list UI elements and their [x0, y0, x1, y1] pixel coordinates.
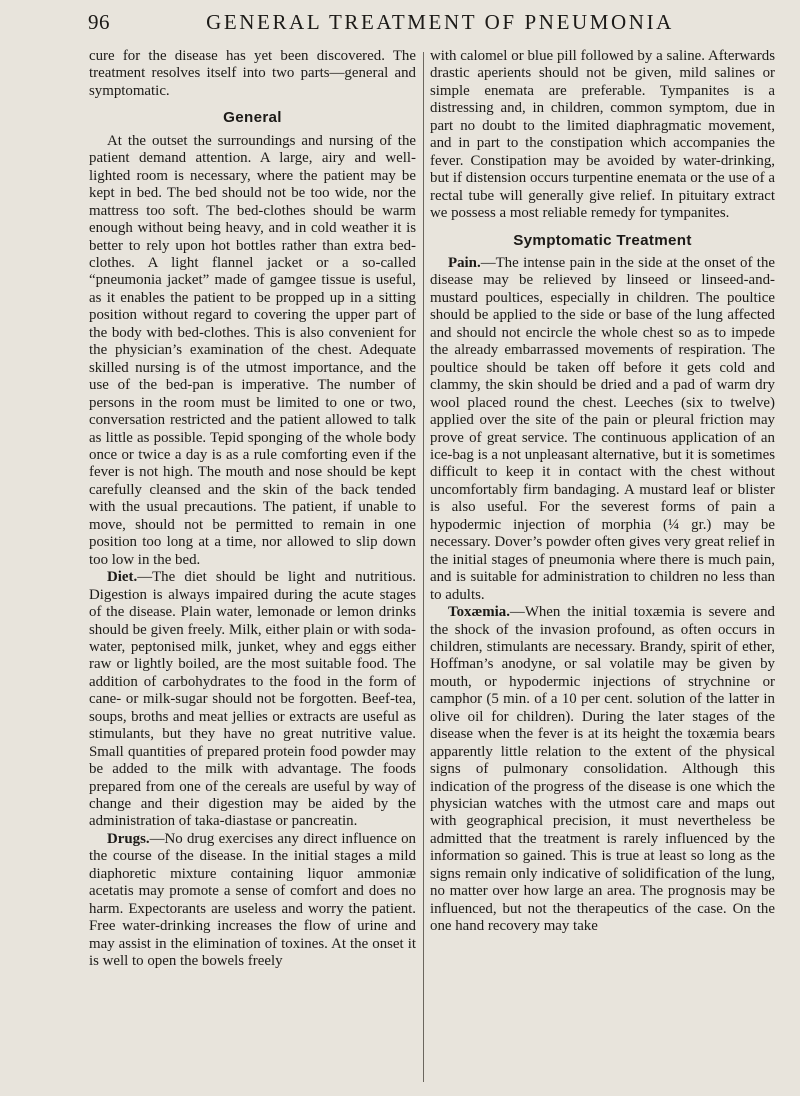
section-heading-general: General: [223, 109, 282, 127]
running-title: GENERAL TREATMENT OF PNEUMONIA: [206, 10, 674, 34]
diet-text: —The diet should be light and nutritious. Digestion is always impaired during the acute stages of the disease. Plain water, lemonade or lemon drinks should be given freely. Milk, either plain or with soda-water, peptonised milk, junket, whey and eggs either raw or lightly boiled, are the most suitable food. The addition of carbohydrates to the food in the form of cane- or milk-sugar should not be forgotten. Beef-tea, soups, broths and meat jellies or extracts are useful as stimulants, but they have no great nutritive value. Small quantities of prepared protein food powder may be added to the milk with advantage. The foods prepared from one of the cereals are useful by way of change and their digestion may be aided by the administration of taka-diastase or pancreatin.: [89, 569, 416, 830]
pain-label: Pain.: [448, 254, 481, 271]
left-column: [89, 48, 416, 971]
section-heading-symptomatic: Symptomatic Treatment: [513, 231, 692, 249]
toxaemia-paragraph: [430, 604, 775, 936]
pain-paragraph: [430, 255, 775, 604]
drugs-paragraph: [89, 831, 416, 971]
drugs-text: —No drug exercises any direct influence on the course of the disease. In the initial stages a mild diaphoretic mixture containing liquor ammoniæ acetatis may promote a sense of comfort and does no harm. Expectorants are useless and worry the patient. Free water-drinking increases the flow of urine and may assist in the elimination of toxines. At the onset it is well to open the bowels freely: [89, 830, 416, 970]
toxaemia-label: Toxæmia.: [448, 604, 510, 621]
page-header: [88, 10, 772, 44]
pain-text: —The intense pain in the side at the onset of the disease may be relieved by linseed or linseed-and-mustard poultices, especially in children. The poultice should be applied to the side or base of the lung affected and should not encircle the whole chest so as to impede the already embarrassed movements of respiration. The poultice should be taken off before it gets cold and clammy, the skin should be dried and a pad of warm dry wool placed round the chest. Leeches (six to twelve) applied over the site of the pain or pleural friction may prove of great service. The continuous application of an ice-bag is a not unpleasant alternative, but it is sometimes difficult to keep it in contact with the chest without uncomfortably firm bandaging. A mustard leaf or blister is also useful. For the severest forms of pain a hypodermic injection of morphia (¼ gr.) may be necessary. Dover’s powder often gives very great relief in the initial stages of pneumonia where there is much pain, and is suitable for administration to children no less than to adults.: [430, 254, 775, 603]
column-divider: [423, 52, 424, 1082]
right-column: [430, 48, 775, 936]
drugs-label: Drugs.: [107, 830, 150, 847]
diet-label: Diet.: [107, 569, 138, 586]
diet-paragraph: [89, 569, 416, 831]
toxaemia-text: —When the initial toxæmia is severe and the shock of the invasion profound, as often occurs in children, stimulants are necessary. Brandy, spirit of ether, Hoffman’s anodyne, or sal volatile may be given by mouth, or hypodermic injections of strychnine or camphor (5 min. of a 10 per cent. solution of the latter in olive oil for children). During the later stages of the disease when the fever is at its height the toxæmia bears apparently little relation to the extent of the physical signs of pulmonary consolidation. Although this indication of the progress of the disease is one which the physician watches with the utmost care and maps out with geographical precision, it must nevertheless be admitted that the treatment is rarely influenced by the information so gained. This is true at least so long as the signs remain only indicative of solidification of the lung, no matter over how large an area. The prognosis may be influenced, but not the therapeutics of the case. On the one hand recovery may take: [430, 604, 775, 935]
intro-paragraph: cure for the disease has yet been discovered. The treatment resolves itself into two parts—general and symptomatic.: [89, 48, 416, 99]
general-paragraph: At the outset the surroundings and nursing of the patient demand attention. A large, airy and well-lighted room is necessary, where the patient may be kept in bed. The bed should not be too wide, nor the mattress too soft. The bed-clothes should be warm enough without being heavy, and in cold weather it is better to rely upon hot bottles rather than extra bed-clothes. A light flannel jacket or a so-called “pneumonia jacket” made of gamgee tissue is useful, as it enables the patient to be propped up in a sitting position without regard to covering the upper part of the body with bed-clothes. This is also convenient for the physician’s examination of the chest. Adequate skilled nursing is of the utmost importance, and the use of the bed-pan is imperative. The number of persons in the room must be limited to one or two, conversation restricted and the patient allowed to talk as little as possible. Tepid sponging of the whole body once or twice a day is as a rule comforting even if the fever is not high. The mouth and nose should be kept carefully cleansed and the skin of the back tended with the usual precautions. The patient, if unable to move, should not be permitted to remain in one position too long at a time, nor allowed to slip down too low in the bed.: [89, 132, 416, 568]
continued-paragraph: with calomel or blue pill followed by a saline. Afterwards drastic aperients should not be given, mild salines or simple enemata are preferable. Tympanites is a distressing and, in children, common symptom, due in part no doubt to the limited diaphragmatic movement, and in part to the constipation which accompanies the fever. Constipation may be avoided by water-drinking, but if distension occurs turpentine enemata or the use of a rectal tube will generally give relief. In pituitary extract we possess a most reliable remedy for tympanites.: [430, 48, 775, 222]
page-number: 96: [88, 10, 110, 34]
